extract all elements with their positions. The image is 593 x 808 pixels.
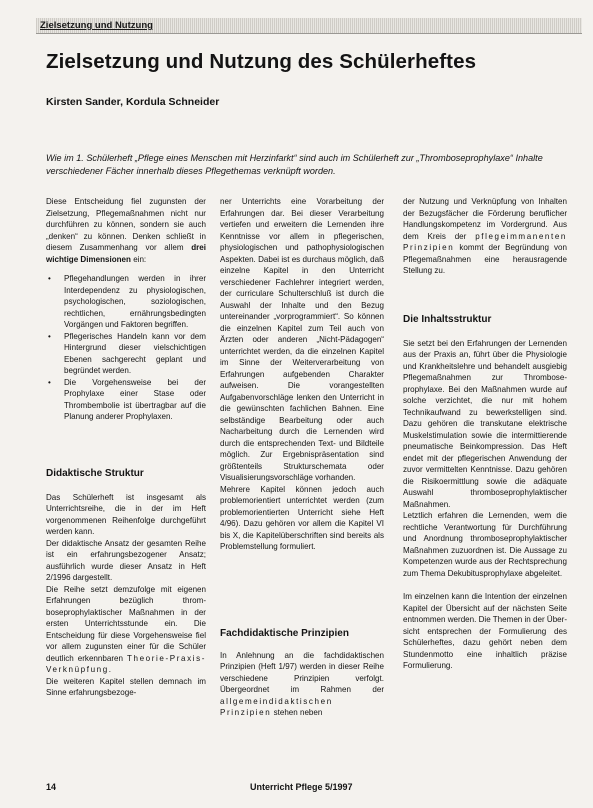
paragraph: [403, 196, 567, 277]
text-column-1: [46, 196, 206, 699]
paragraph: Der didaktische Ansatz der gesamten Reihe ist ein erfahrungsbezogener Ansatz; ausführlich wurde dieser Ansatz in Heft 2/1996 dargestellt.: [46, 538, 206, 582]
paragraph: Mehrere Kapitel können jedoch auch problemorientiert unterrichtet werden (zum problemorientierten Unterricht siehe Heft 4/96). Dazu gehören vor allem die Kapitel VI bis X, die Kapitelüberschriften sind bereits als Problemstellung formuliert.: [220, 484, 384, 551]
list-item: • Die Vorgehensweise bei der Prophylaxe einer Stase oder Thrombembolie ist übertragbar auf die Planung anderer Prophylaxen.: [46, 377, 206, 423]
list-item: • Pflegerisches Handeln kann vor dem Hintergrund dieser vielschichtigen Ebenen sachgerecht geplant und begründet werden.: [46, 331, 206, 377]
paragraph: ner Unterrichts eine Vorarbeitung der Erfahrungen dar. Bei dieser Verarbeitung vertiefen und erweitern die Lernenden ihre Kenntnisse vor allem in pflegerischen, physiologischen und pathophysiologischen Aspekten. Dabei ist es durchaus möglich, daß einzelne Kapitel in den Unterricht verschiedener Fachlehrer integriert werden, der curriculare Schulterschluß ist durch die Auswahl der Inhalte und den Bezug untereinander „vorprogrammiert“. So können die einzelnen Kapitel zum Teil auch von Ärzten oder anderen „Nicht-Pädagogen“ unterrichtet werden, da die einzelnen Kapitel im Sinne der Weiterverarbeitung von Erfahrungen aufgebenden Charakter aufweisen. Die vorangestellten Aufgabenvorschläge lenken den Unterricht in die gewünschten fachlichen Bahnen. Eine selbständige Bearbeitung oder auch Nacharbeitung durch die Lernenden wird durch die entsprechenden Text- und Bildteile möglich. Zur Ergebnispräsentation sind größtenteils Strukturschemata oder Visualisierungsvorschläge vorhanden.: [220, 197, 384, 482]
text-column-3: [403, 196, 567, 672]
article-title: Zielsetzung und Nutzung des Schülerheftes: [46, 50, 477, 73]
page-number: 14: [46, 782, 57, 792]
section-header-band: [36, 18, 582, 34]
paragraph: Die weiteren Kapitel stellen demnach im Sinne erfahrungsbezoge-: [46, 676, 206, 697]
text-run: Die Reihe setzt demzufolge mit eigenen Erfahrungen bezüglich thromboseprophylaktischer Maßnahmen in der ersten Unterrichtsstunde ein. Die Entscheidung für diese Vorgehensweise fiel vor allem zugunsten einer für die Schüler deutlich erkennbaren: [46, 584, 206, 663]
paragraph: Das Schülerheft ist insgesamt als Unterrichtsreihe, die in der im Heft vorgenommenen Reihenfolge durchgeführt werden kann.: [46, 492, 206, 536]
article-authors: Kirsten Sander, Kordula Schneider: [46, 96, 220, 108]
text-run: ein:: [130, 254, 147, 264]
text-run: .: [108, 665, 112, 674]
journal-footer: Unterricht Pflege 5/1997: [250, 782, 353, 792]
text-run: kommt der Begründung von Pflegemaßnahmen eine herausragende Stellung zu.: [403, 243, 567, 275]
spaced-text: pflegeimmanenten Prinzipien: [403, 231, 567, 252]
text-column-2: [220, 196, 384, 719]
paragraph: Im einzelnen kann die Intention der einzelnen Kapitel der Übersicht auf der nächsten Seite entnommen werden. Die Themen in der Übersicht entsprechen der Formulierung des Schülerheftes, dazu gehört neben dem Stundenmotto eine inhaltlich präzise Formulierung.: [403, 592, 568, 670]
text-run: In Anlehnung an die fachdidaktischen Prinzipien (Heft 1/97) werden in dieser Reihe verschiedene Prinzipien verfolgt. Übergeordnet im Rahmen der: [220, 650, 384, 694]
article-lead: Wie im 1. Schülerheft „Pflege eines Menschen mit Herzinfarkt“ sind auch im Schülerheft zur „Thromboseprophylaxe“ Inhalte verschiedener Fächer innerhalb dieses Pflegethemas verknüpft worden.: [46, 153, 543, 176]
text-run: der Nutzung und Verknüpfung von Inhalten der Bezugsfächer die Förderung beruflicher Handlungskompetenz im Vordergrund. Aus dem Kreis der: [403, 197, 567, 241]
paragraph: [220, 650, 384, 719]
paragraph: [46, 196, 206, 265]
section-heading: Die Inhaltsstruktur: [403, 313, 492, 325]
list-item: • Pflegehandlungen werden in ihrer Interdependenz zu physiologischen, psychologischen, soziologischen, rechtlichen, ernährungsbedingten Vorgängen und Faktoren begriffen.: [46, 273, 206, 331]
text-run: Diese Entscheidung fiel zugunsten der Zielsetzung, Pflegemaßnahmen nicht nur durchführen zu können, sondern sie auch „denken“ zu können. Denken schließt in diesem Zusammenhang vor allem: [46, 197, 206, 252]
section-heading: Didaktische Struktur: [46, 467, 144, 479]
paragraph: Sie setzt bei den Erfahrungen der Lernenden aus der Praxis an, führt über die Physiologie und Krankheitslehre und behandelt ausgiebig Pflegemaßnahmen zur Thromboseprophylaxe. Bei den Maßnahmen wurde auf solche verzichtet, die nur mit hohem Technikaufwand zu bewerkstelligen sind. Dazu gehören die transkutane elektrische Muskelstimulation sowie die intermittierende pneumatische Beinkompression. Das Heft endet mit der pflegerischen Anwendung der zuvor vermittelten Kenntnisse. Dazu gehören die Risikoermittlung sowie die adäquate Auswahl thromboseprophylaktischer Maßnahmen.: [403, 338, 567, 509]
section-label: Zielsetzung und Nutzung: [40, 20, 153, 31]
bold-text: drei wichtige Dimensionen: [46, 243, 206, 264]
section-heading: Fachdidaktische Prinzipien: [220, 627, 349, 639]
text-run: stehen neben: [271, 708, 323, 717]
spaced-text: allgemeindidaktischen Prinzipien: [220, 696, 333, 717]
paragraph: Letztlich erfahren die Lernenden, wem die rechtliche Verantwortung für Durchführung und Anordnung thromboseprophylaktischer Maßnahmen zuzuordnen ist. Die Aussage zu Kompetenzen wurde aus der Rechtsprechung zum Thema Dekubitusprophylaxe abgeleitet.: [403, 511, 567, 578]
paragraph: [46, 584, 206, 676]
bullet-list: [46, 273, 206, 423]
spaced-text: Theorie-Praxis-Verknüpfung: [46, 653, 206, 674]
